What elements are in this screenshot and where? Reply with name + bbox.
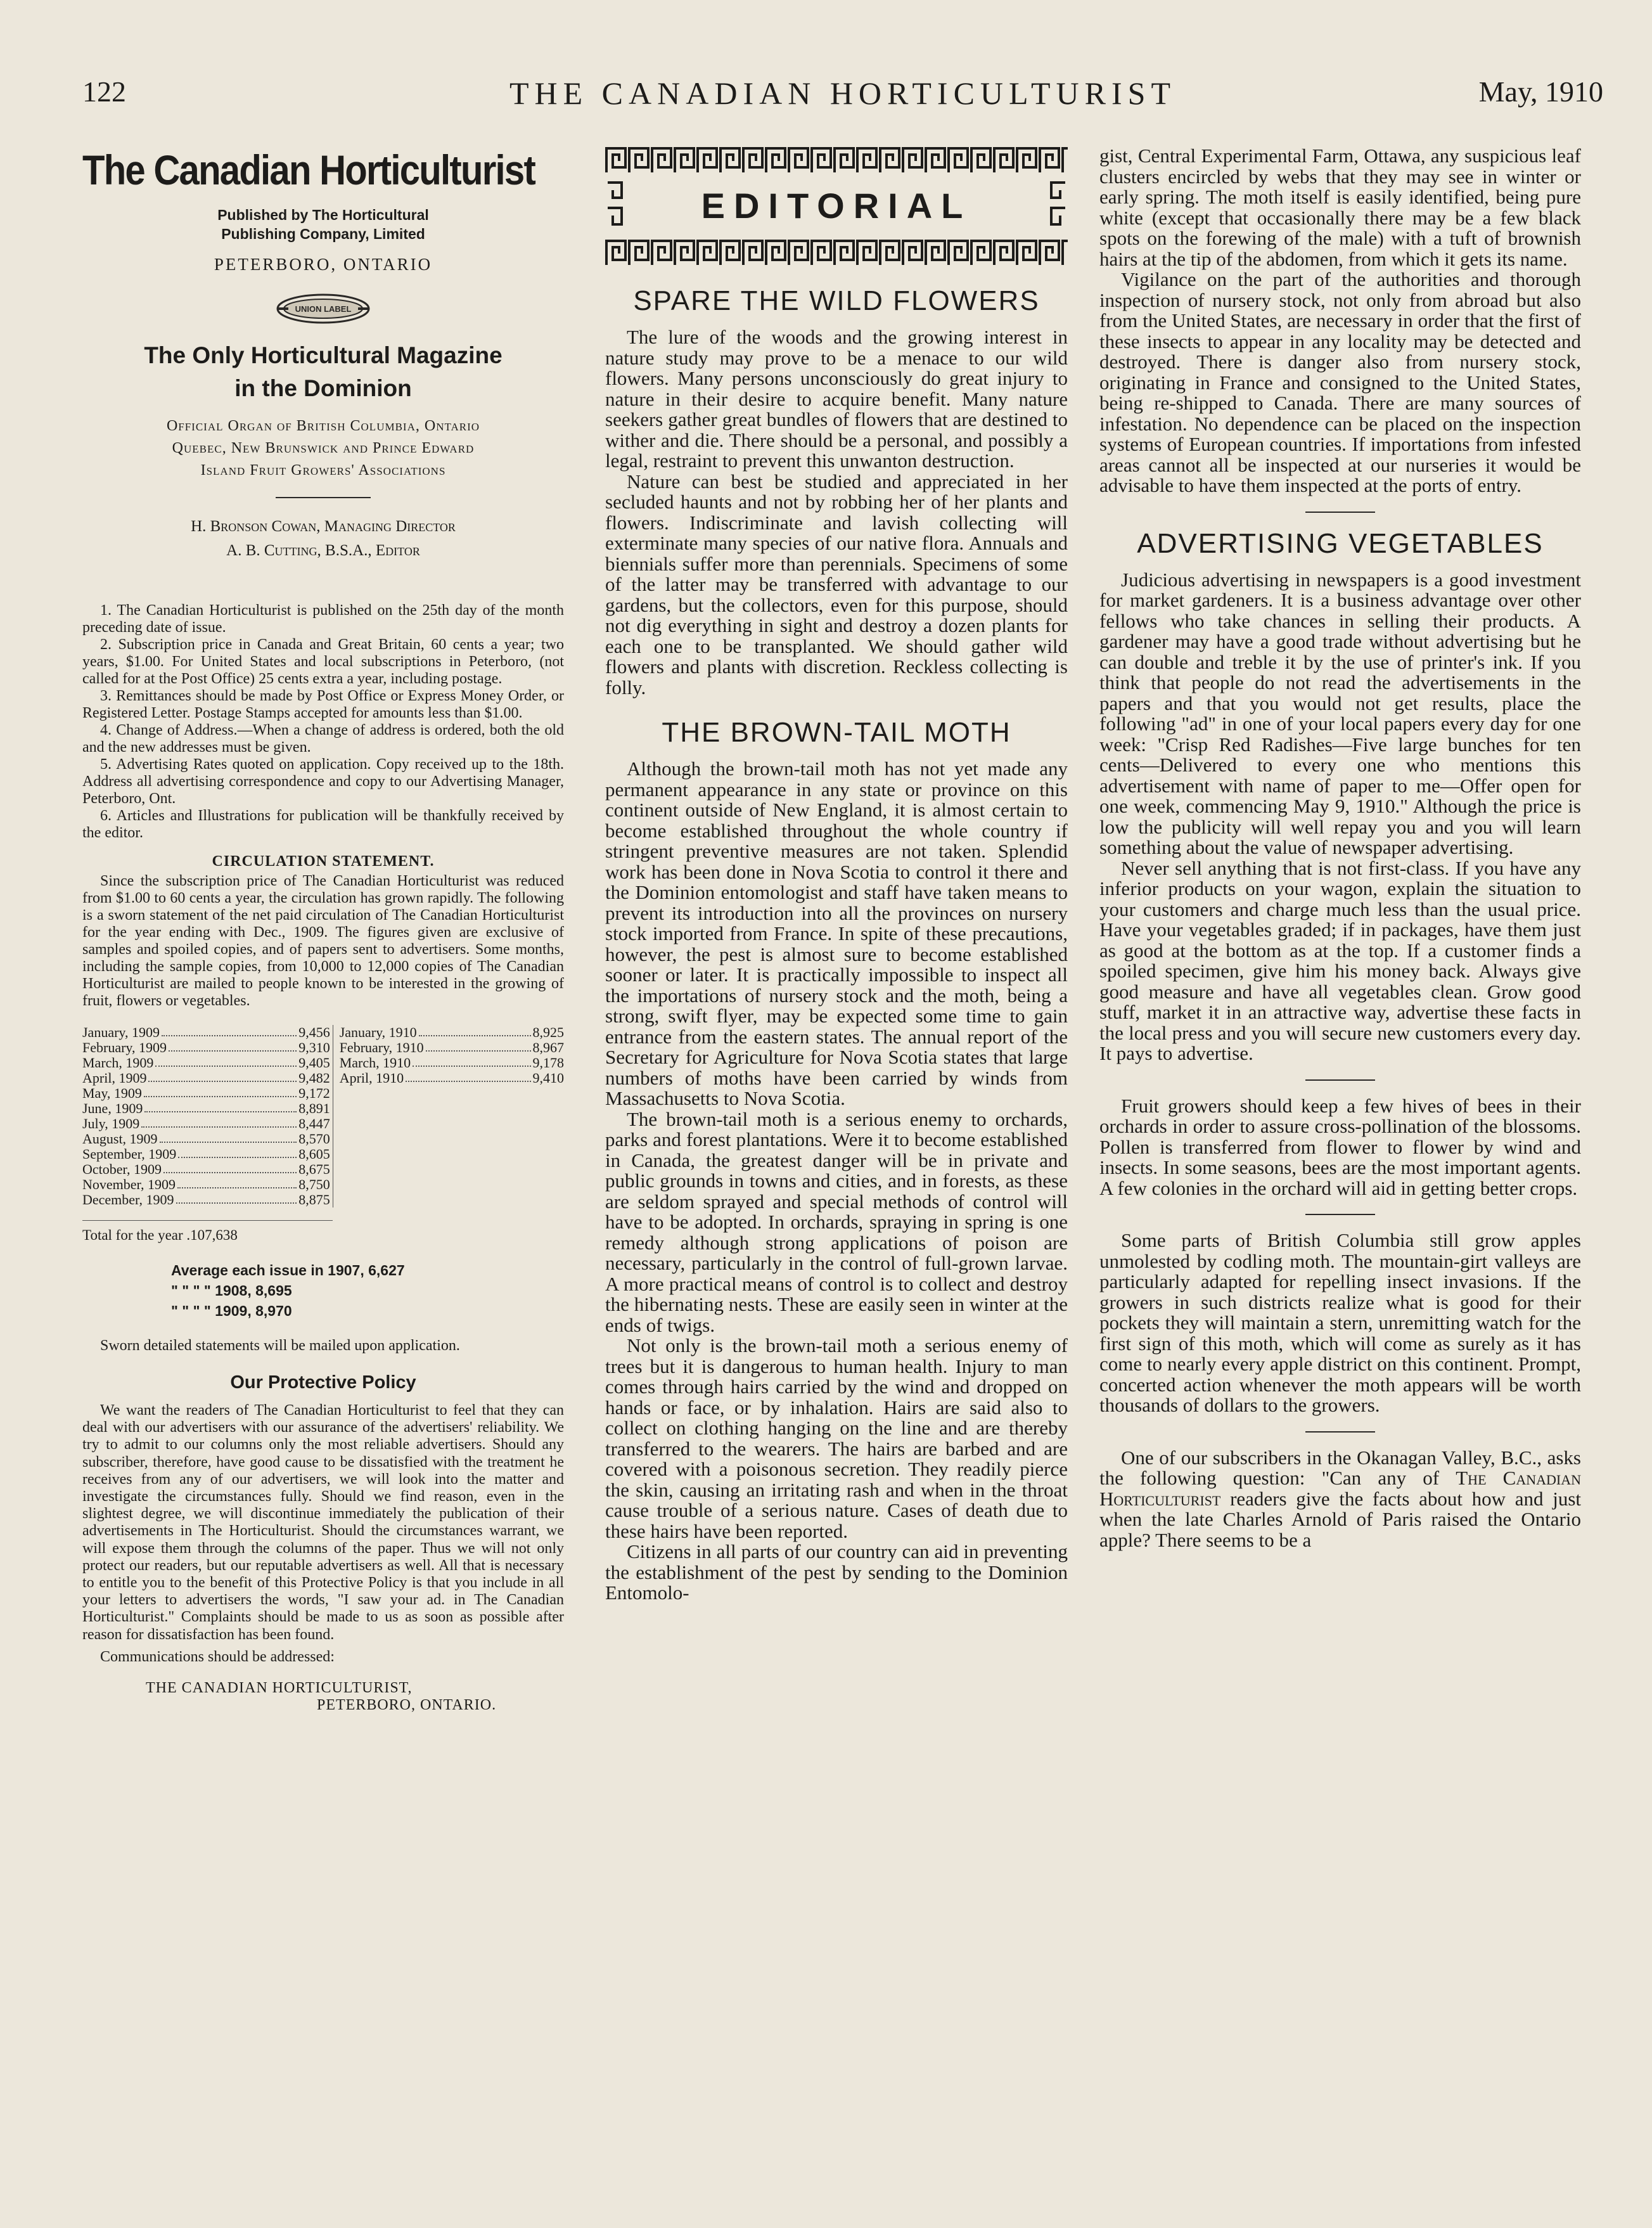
communications-line: Communications should be addressed: — [100, 1648, 335, 1665]
leader-dots — [169, 1040, 297, 1052]
publisher-city: PETERBORO, ONTARIO — [214, 255, 433, 274]
circulation-1910 — [333, 1025, 564, 1207]
circulation-value: 8,891 — [298, 1100, 330, 1116]
sworn-statement: Sworn detailed statements will be mailed upon application. — [100, 1337, 460, 1354]
circulation-value: 8,447 — [298, 1116, 330, 1131]
circulation-row — [82, 1192, 330, 1207]
paragraph: Not only is the brown-tail moth a serious enemy of trees but it is dangerous to human health. Injury to man comes through hairs carried by the wind and dropped on hands or face, or by inhalation. Hairs are said also to collect on clothing hanging on the line and are thereby transferred to the wearers. The hairs are barbed and are covered with a poisonous secretion. They readily pierce the skin, causing an irritating rash and when in the throat cause trouble of a serious nature. Cases of death due to these hairs have been reported. — [605, 1334, 1068, 1542]
circulation-value: 9,178 — [532, 1055, 564, 1071]
circulation-row — [82, 1055, 330, 1071]
circulation-value: 8,750 — [298, 1176, 330, 1192]
union-label-icon — [276, 292, 371, 325]
circulation-month: March, 1910 — [339, 1055, 411, 1071]
article-body — [1099, 146, 1581, 496]
page-number: 122 — [82, 75, 126, 108]
address-line-2: PETERBORO, ONTARIO. — [317, 1696, 497, 1713]
leader-dots — [426, 1040, 531, 1052]
paragraph: Some parts of British Columbia still grow apples unmolested by codling moth. The mountain-girt valleys are particularly adapted for repelling insect invasions. If the growers in such districts realize what is good for their pockets they will maintain a stern, unremitting watch for the first sign of this moth, which will come as surely as it has come to nearly every apple district on this continent. Prompt, concerted action whenever the moth appears will be worth thousands of dollars to the growers. — [1099, 1229, 1581, 1416]
greek-key-border-icon — [605, 146, 1068, 175]
note: 4. Change of Address.—When a change of address is ordered, both the old and the new addresses must be given. — [82, 722, 564, 756]
circulation-month: February, 1909 — [82, 1040, 167, 1055]
circulation-row — [82, 1147, 330, 1162]
leader-dots — [178, 1147, 297, 1158]
greek-key-border-icon — [605, 238, 1068, 267]
circulation-row — [82, 1025, 330, 1040]
circulation-value: 8,605 — [298, 1146, 330, 1162]
circulation-1909 — [82, 1025, 333, 1207]
leader-dots — [177, 1177, 297, 1188]
leader-dots — [413, 1055, 530, 1067]
article-body — [1099, 570, 1581, 1064]
circulation-value: 8,675 — [298, 1161, 330, 1177]
leader-dots — [163, 1162, 297, 1173]
divider — [1305, 1079, 1375, 1081]
paragraph: One of our subscribers in the Okanagan Valley, B.C., asks the following question: "Can any of The Canadian Horticulturist readers give the facts about how and just when the late Charles Arnold of Paris raised the Ontario apple? There seems to be a — [1099, 1446, 1581, 1551]
paragraph: The brown-tail moth is a serious enemy to orchards, parks and forest plantations. Were it to become established in Canada, the greatest danger will be in private and public grounds in towns and cities, and in forests, as these are seldom sprayed and special methods of control will have to be adopted. In orchards, spraying in spring is one remedy although strong applications of poison are necessary, particularly in the control of full-grown larvae. A more practical means of control is to collect and destroy the hibernating nests. These are easily seen in winter at the ends of twigs. — [605, 1107, 1068, 1336]
note: 1. The Canadian Horticulturist is published on the 25th day of the month preceding date of issue. — [82, 602, 564, 636]
circulation-row — [82, 1177, 330, 1192]
circulation-value: 9,310 — [298, 1040, 330, 1055]
circulation-value: 8,875 — [298, 1192, 330, 1207]
circulation-month: September, 1909 — [82, 1146, 177, 1162]
circulation-row — [82, 1162, 330, 1177]
circulation-row — [340, 1071, 564, 1086]
article-body — [605, 327, 1068, 698]
circulation-month: October, 1909 — [82, 1161, 162, 1177]
svg-text:UNION LABEL: UNION LABEL — [295, 304, 352, 314]
circulation-row — [82, 1131, 330, 1147]
column-publisher-info — [82, 146, 564, 2165]
circulation-value: 8,967 — [532, 1040, 564, 1055]
paragraph: gist, Central Experimental Farm, Ottawa, any suspicious leaf clusters encircled by webs that they may see in winter or early spring. The moth itself is easily identified, being pure white (except that occasionally there may be a few black spots on the forewing of the male) with a tuft of brownish hairs at the tip of the abdomen, from which it gets its name. — [1099, 146, 1581, 270]
leader-dots — [144, 1086, 297, 1097]
leader-dots — [419, 1025, 531, 1036]
circulation-month: February, 1910 — [339, 1040, 424, 1055]
circulation-heading: CIRCULATION STATEMENT. — [212, 853, 435, 870]
circulation-row — [82, 1116, 330, 1131]
leader-dots — [141, 1116, 297, 1128]
circulation-row — [82, 1086, 330, 1101]
circulation-month: April, 1910 — [339, 1070, 404, 1086]
editorial-banner — [605, 146, 1068, 267]
circulation-month: August, 1909 — [82, 1131, 158, 1147]
circulation-row — [82, 1040, 330, 1055]
page-header — [82, 75, 1603, 126]
leader-dots — [160, 1131, 297, 1143]
publisher-line: Published by The Horticultural Publishing Company, Limited — [217, 207, 429, 242]
note: 3. Remittances should be made by Post Office or Express Money Order, or Registered Letter. Postage Stamps accepted for amounts less than $1.00. — [82, 688, 564, 721]
column-editorial — [605, 146, 1068, 2165]
article-body — [605, 759, 1068, 1604]
circulation-table — [82, 1025, 564, 1207]
circulation-row — [82, 1071, 330, 1086]
circulation-month: March, 1909 — [82, 1055, 154, 1071]
circulation-value: 9,405 — [298, 1055, 330, 1071]
article-title: ADVERTISING VEGETABLES — [1137, 527, 1544, 559]
masthead: THE CANADIAN HORTICULTURIST — [509, 75, 1176, 111]
circulation-value: 9,172 — [298, 1085, 330, 1101]
divider — [1305, 512, 1375, 513]
paragraph: Judicious advertising in newspapers is a good investment for market gardeners. It is a business advantage over other fellows who take chances in selling their products. A gardener may have a good trade without advertising but he can double and treble it by the use of printer's ink. If you think that people do not read the advertisements in the papers and that you would not get results, place the following "ad" in one of your local papers every day for one week: "Crisp Red Radishes—Five large bunches for ten cents—Delivered to every one who mentions this advertisement with name of paper to me—Offer open for one week, commencing May 9, 1910." Although the price is low the publicity will well repay you and you will learn something about the value of newspaper advertising. — [1099, 568, 1581, 858]
circulation-row — [340, 1025, 564, 1040]
circulation-row — [340, 1055, 564, 1071]
circulation-month: June, 1909 — [82, 1100, 143, 1116]
issue-date: May, 1910 — [1478, 75, 1603, 108]
paragraph: Although the brown-tail moth has not yet made any permanent appearance in any state or province on this continent outside of New England, it is almost certain to become established throughout the whole country if stringent preventive measures are not taken. Splendid work has been done in Nova Scotia to control it there and the Dominion entomologist and staff have taken means to prevent its introduction into all the provinces on nursery stock imported from France. In spite of these precautions, however, the pest is almost sure to become established sooner or later. It is practically impossible to inspect all the importations of nursery stock and the moth, being a strong, swift flyer, may be expected some time to gain entrance from the eastern states. The annual report of the Secretary for Agriculture for Nova Scotia states that large numbers of moths have been carried by winds from Massachusetts to Nova Scotia. — [605, 757, 1068, 1109]
leader-dots — [144, 1101, 297, 1112]
paragraph: Vigilance on the part of the authorities and thorough inspection of nursery stock, not only from abroad but also from the United States, are necessary in order that the first of these insects to appear in any locality may be detected and destroyed. There is danger also from nursery stock, originating in France and consigned to the United States, being re-shipped to Canada. There are many sources of infestation. No dependence can be placed on the inspection systems of European countries. If importations from infested areas cannot all be inspected at our nurseries it would be advisable to have them inspected at the ports of entry. — [1099, 268, 1581, 496]
circulation-month: April, 1909 — [82, 1070, 147, 1086]
column-right — [1099, 146, 1581, 2165]
circulation-value: 8,570 — [298, 1131, 330, 1147]
article-title: THE BROWN-TAIL MOTH — [662, 717, 1011, 748]
circulation-month: May, 1909 — [82, 1085, 142, 1101]
circulation-month: July, 1909 — [82, 1116, 140, 1131]
note: 2. Subscription price in Canada and Great Britain, 60 cents a year; two years, $1.00. For United States and local subscriptions in Peterboro, (not called for at the Post Office) 25 cents extra a year, including postage. — [82, 636, 564, 687]
paragraph: Fruit growers should keep a few hives of bees in their orchards in order to assure cross-pollination of the blossoms. Pollen is transferred from flower to flower by wind and insects. In some seasons, bees are the most important agents. A few colonies in the orchard will aid in getting better crops. — [1099, 1094, 1581, 1199]
paragraph: Nature can best be studied and appreciated in her secluded haunts and not by robbing her of her plants and flowers. Indiscriminate and lavish collecting will exterminate many species of our native flora. Annuals and biennials suffer more than perennials. Specimens of some of the latter may be transferred with advantage to our gardens, but the collectors, even for this purpose, should not dig everything in sight and destroy a dozen plants for each one to be transplanted. We should gather wild flowers and plants with discretion. Reckless collecting is folly. — [605, 470, 1068, 699]
article-title: SPARE THE WILD FLOWERS — [633, 285, 1040, 316]
divider — [1305, 1431, 1375, 1433]
average-issue: Average each issue in 1907, 6,627 " " " " 1908, 8,695 " " " " 1909, 8,970 — [171, 1262, 405, 1319]
leader-dots — [148, 1071, 297, 1082]
divider — [1305, 1214, 1375, 1215]
subscription-notes — [82, 602, 564, 842]
paragraph: The lure of the woods and the growing interest in nature study may prove to be a menace to our wild flowers. Many persons unconsciously do great injury to nature in their desire to acquire benefit. Many nature seekers gather great bundles of flowers that are destined to wither and die. There should be a personal, and possibly a legal, restraint to prevent this unwanton destruction. — [605, 326, 1068, 472]
section-title: EDITORIAL — [701, 186, 972, 226]
leader-dots — [406, 1071, 530, 1082]
circulation-row — [340, 1040, 564, 1055]
subtitle: The Only Horticultural Magazine in the Dominion — [144, 342, 503, 401]
note: 6. Articles and Illustrations for publication will be thankfully received by the editor. — [82, 808, 564, 841]
circulation-total: Total for the year .107,638 — [82, 1220, 333, 1244]
note: 5. Advertising Rates quoted on application. Copy received up to the 18th. Address all advertising correspondence and copy to our Advertising Manager, Peterboro, Ont. — [82, 756, 564, 807]
leader-dots — [162, 1025, 297, 1036]
publication-title: The Canadian Horticulturist — [82, 146, 535, 193]
leader-dots — [176, 1192, 297, 1204]
leader-dots — [155, 1055, 297, 1067]
paragraph: Citizens in all parts of our country can aid in preventing the establishment of the pest by sending to the Dominion Entomolo- — [605, 1540, 1068, 1604]
circulation-value: 9,410 — [532, 1070, 564, 1086]
official-organ: Official Organ of British Columbia, Ontario Quebec, New Brunswick and Prince Edward Island Fruit Growers' Associations — [166, 418, 480, 479]
circulation-text: Since the subscription price of The Canadian Horticulturist was reduced from $1.00 to 60 cents a year, the circulation has grown rapidly. The following is a sworn statement of the net paid circulation of The Canadian Horticulturist for the year ending with Dec., 1909. The figures given are exclusive of samples and spoiled copies, and of papers sent to advertisers. Some months, including the sample copies, from 10,000 to 12,000 copies of The Canadian Horticulturist are mailed to people known to be interested in the growing of fruit, flowers or vegetables. — [82, 873, 564, 1009]
circulation-value: 9,482 — [298, 1070, 330, 1086]
paragraph: Never sell anything that is not first-class. If you have any inferior products on your wagon, explain the situation to your customers and charge much less than the usual price. Have your vegetables graded; if in packages, have them just as good at the bottom as at the top. If a customer finds a spoiled specimen, give him his money back. Always give good measure and have all vegetables clean. Grow good stuff, market it in an attractive way, advertise these facts in the local press and you will secure new customers every day. It pays to advertise. — [1099, 856, 1581, 1064]
policy-heading: Our Protective Policy — [230, 1372, 416, 1393]
circulation-month: January, 1909 — [82, 1024, 160, 1040]
divider — [276, 497, 371, 498]
circulation-month: November, 1909 — [82, 1176, 176, 1192]
policy-text: We want the readers of The Canadian Horticulturist to feel that they can deal with our advertisers with our assurance of the advertisers' reliability. We try to admit to our columns only the most reliable advertisers. Should any subscriber, therefore, have good cause to be dissatisfied with the treatment he receives from any of our advertisers, we will look into the matter and investigate the circumstances fully. Should we find reason, even in the slightest degree, we will discontinue immediately the publication of their advertisements in The Horticulturist. Should the circumstances warrant, we will expose them through the columns of the paper. Thus we will not only protect our readers, but our reputable advertisers as well. All that is necessary to entitle you to the benefit of this Protective Policy is that you include in all your letters to advertisers the words, "I saw your ad. in The Canadian Horticulturist." Complaints should be made to us as soon as possible after reason for dissatisfaction has been found. — [82, 1402, 564, 1643]
circulation-row — [82, 1101, 330, 1116]
staff-list: H. Bronson Cowan, Managing Director A. B. Cutting, B.S.A., Editor — [191, 518, 456, 559]
circulation-month: December, 1909 — [82, 1192, 174, 1207]
address-line-1: THE CANADIAN HORTICULTURIST, — [146, 1679, 413, 1696]
circulation-value: 8,925 — [532, 1024, 564, 1040]
circulation-month: January, 1910 — [339, 1024, 417, 1040]
circulation-value: 9,456 — [298, 1024, 330, 1040]
